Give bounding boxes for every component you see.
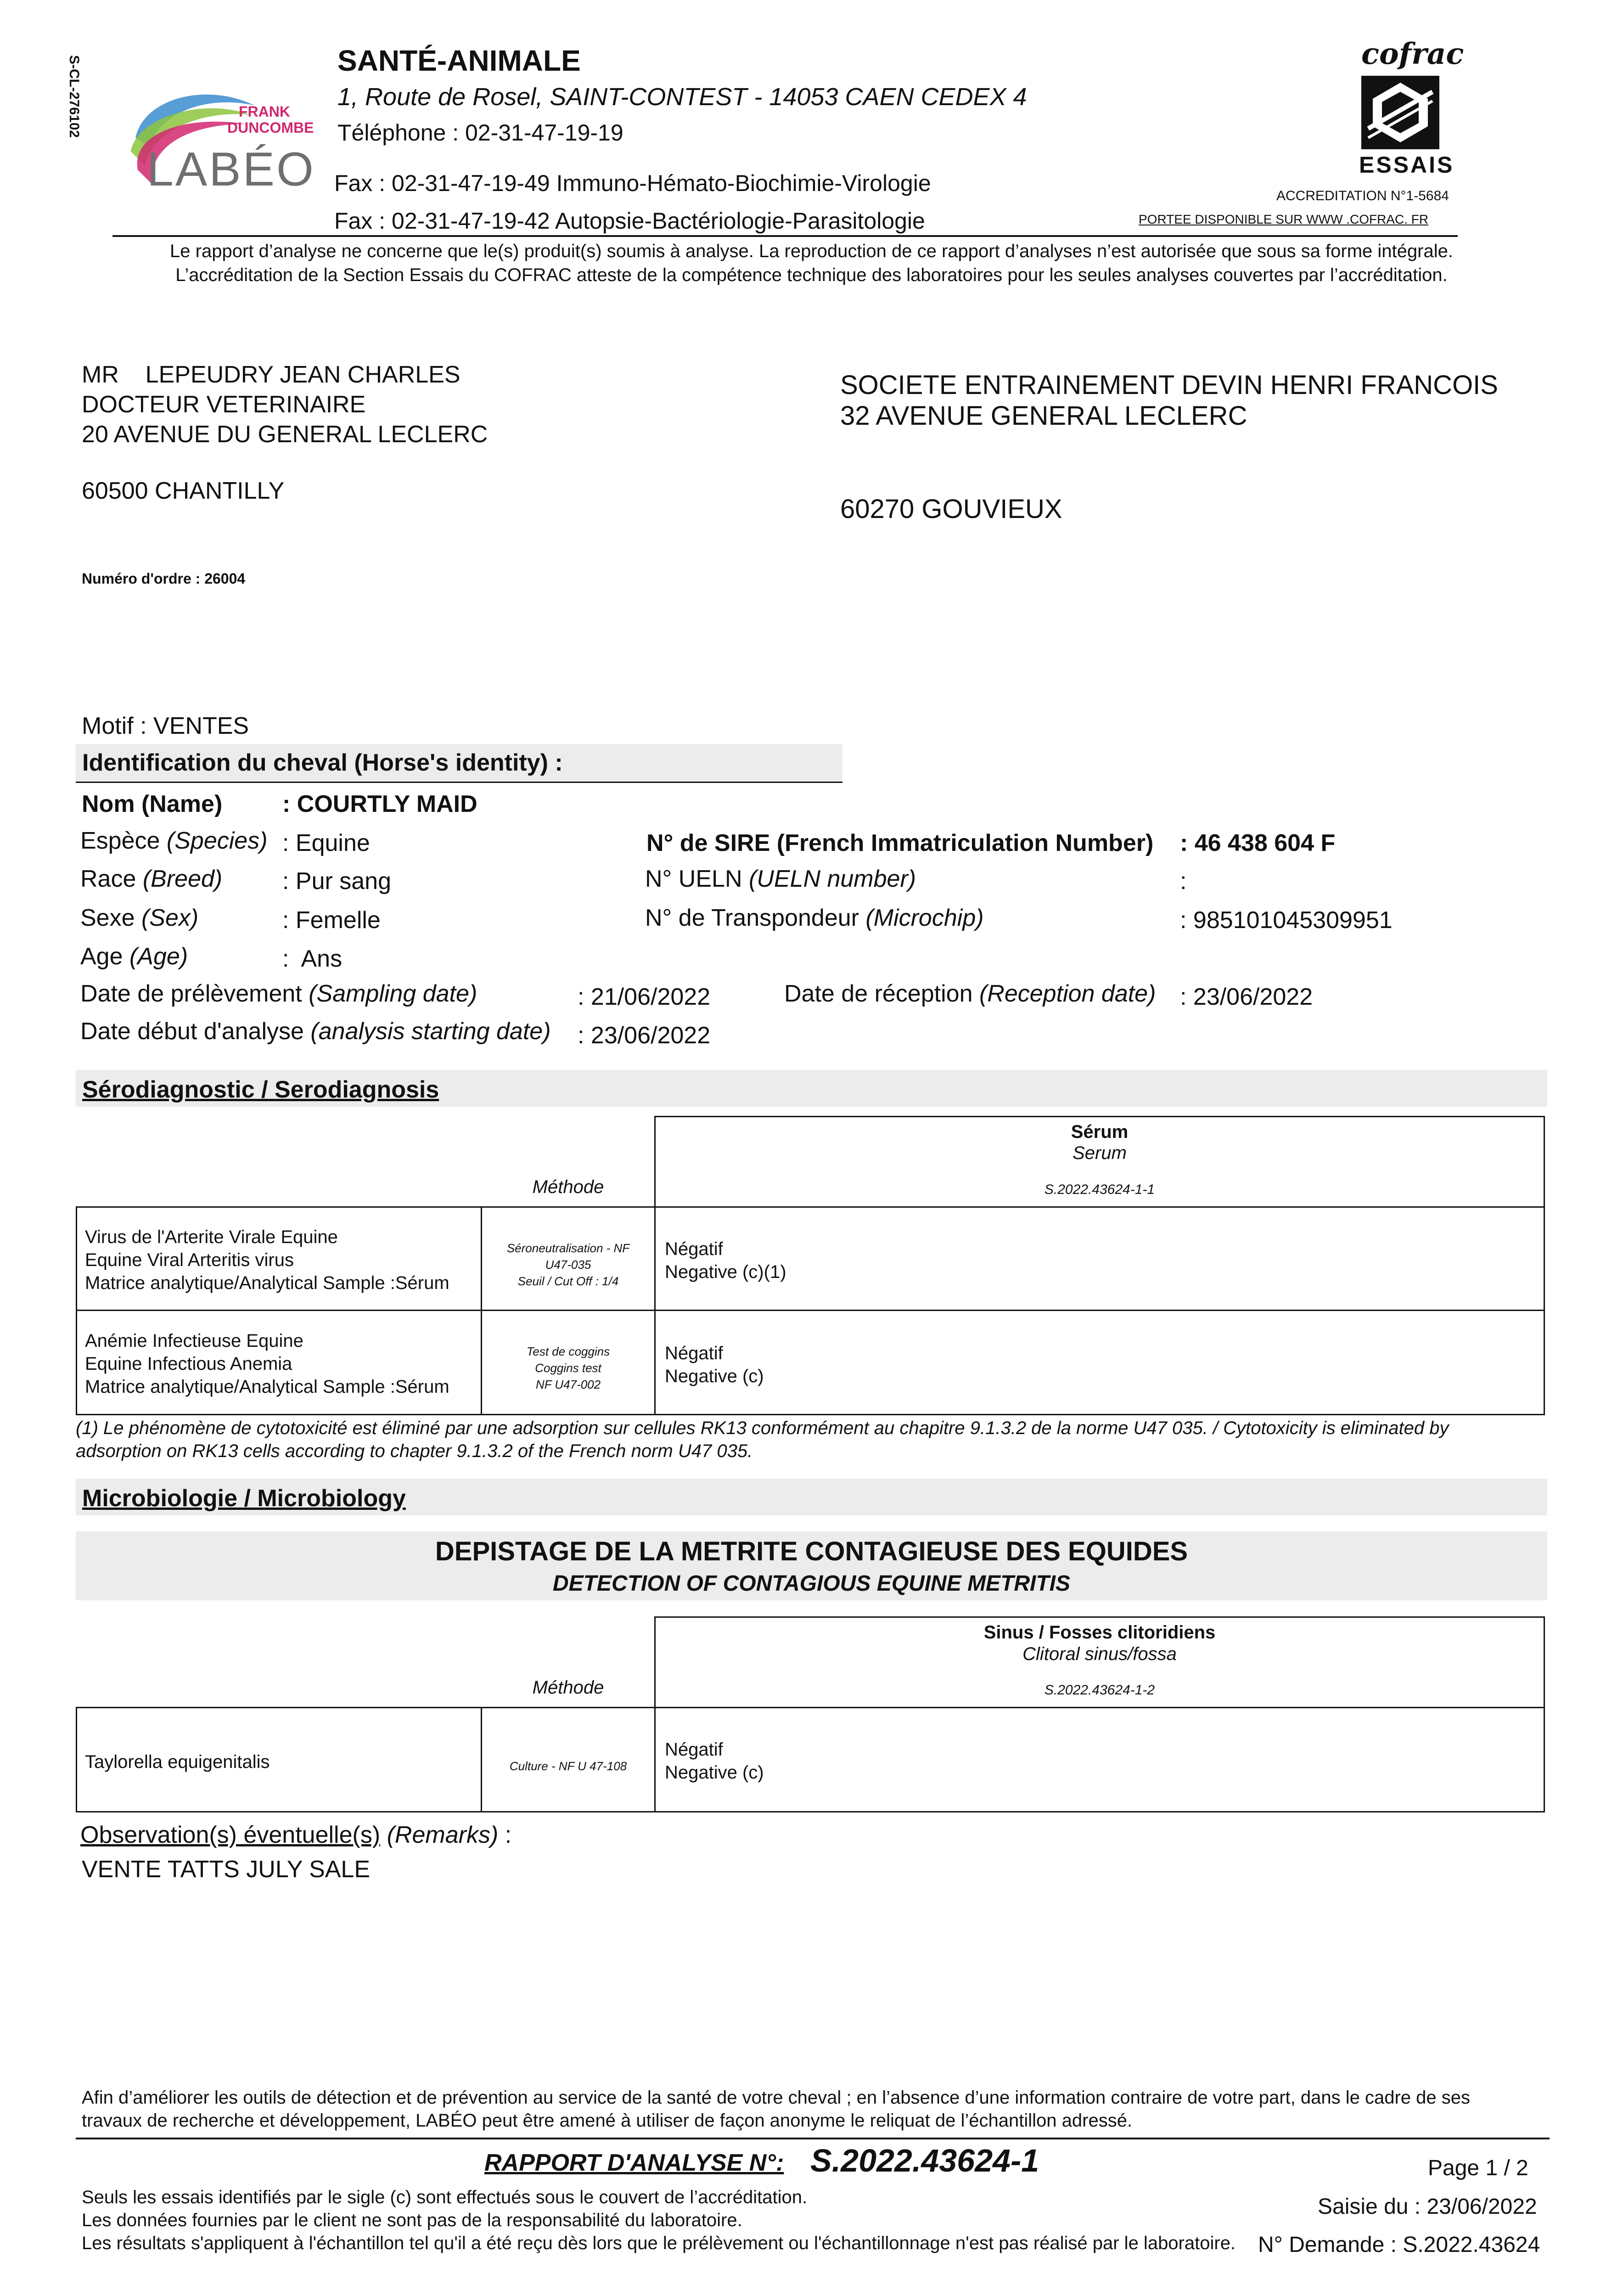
metritis-title: DEPISTAGE DE LA METRITE CONTAGIEUSE DES EQUIDES: [435, 1536, 1188, 1566]
report-note3: Les résultats s'appliquent à l'échantillon tel qu'il a été reçu dès lors que le prélèvement ou l'échantillonnage n'est pas réalisé par le laboratoire.: [82, 2233, 1236, 2253]
report-note2: Les données fournies par le client ne sont pas de la responsabilité du laboratoire.: [82, 2210, 742, 2230]
sero-row-divider: [76, 1310, 1545, 1311]
age-label: [80, 942, 188, 971]
micro-row-r2: Negative (c): [665, 1762, 764, 1783]
ueln-label: [645, 865, 916, 893]
debut-value: : 23/06/2022: [578, 1022, 711, 1049]
metritis-subtitle: DETECTION OF CONTAGIOUS EQUINE METRITIS: [552, 1571, 1071, 1596]
disclaimer-line1: Le rapport d’analyse ne concerne que le(s) produit(s) soumis à analyse. La reproduction de ce rapport d’analyses n’est autorisée que sous sa forme intégrale.: [170, 241, 1453, 261]
sexe-value: : Femelle: [282, 907, 381, 934]
race-value: : Pur sang: [282, 868, 392, 895]
sero-row1-method: [482, 1240, 654, 1289]
prelev-label: [80, 979, 477, 1008]
cofrac-portee: PORTEE DISPONIBLE SUR WWW .COFRAC. FR: [1139, 212, 1429, 226]
order-number: Numéro d'ordre : 26004: [82, 570, 246, 587]
recep-value: : 23/06/2022: [1180, 984, 1313, 1010]
identification-header: Identification du cheval (Horse's identity) :: [76, 744, 842, 782]
disclaimer-line2: L’accréditation de la Section Essais du COFRAC atteste de la compétence technique des laboratoires pour les seules analyses couvertes par l’accréditation.: [175, 265, 1448, 285]
microbiology-header: Microbiologie / Microbiology: [76, 1479, 1547, 1515]
ueln-value: :: [1180, 868, 1187, 895]
sero-row1-m1: Séroneutralisation - NF: [506, 1241, 630, 1255]
sero-note-line1: (1) Le phénomène de cytotoxicité est éliminé par une adsorption sur cellules RK13 conformément au chapitre 9.1.3.2 de la norme U47 035. / Cytotoxicity is eliminated by: [76, 1418, 1449, 1438]
nom-label: Nom (Name): [82, 791, 223, 817]
serodiagnosis-header: Sérodiagnostic / Serodiagnosis: [76, 1070, 1547, 1107]
sero-row2-l1: Anémie Infectieuse Equine: [85, 1331, 303, 1351]
sero-note: [76, 1417, 1550, 1463]
recep-label: [784, 979, 1156, 1008]
sero-row1-l1: Virus de l'Arterite Virale Equine: [85, 1227, 338, 1247]
sero-row1-m2: U47-035: [545, 1258, 591, 1272]
cofrac-emblem-icon: [1359, 73, 1442, 152]
sero-row1-result: [665, 1238, 786, 1283]
sexe-fr: Sexe: [80, 905, 135, 931]
logo-duncombe: DUNCOMBE: [227, 119, 314, 136]
sero-row1-r2: Negative (c)(1): [665, 1262, 786, 1282]
nom-value: : COURTLY MAID: [282, 791, 477, 817]
side-code: S-CL-276102: [67, 55, 82, 138]
sero-row2-m3: NF U47-002: [535, 1378, 601, 1391]
race-fr: Race: [80, 866, 136, 892]
report-page: Page 1 / 2: [1428, 2156, 1528, 2180]
sero-row2-l3: Matrice analytique/Analytical Sample :Sérum: [85, 1377, 449, 1397]
espece-label: [80, 827, 268, 855]
labeo-logo: [117, 78, 319, 197]
report-number: S.2022.43624-1: [810, 2143, 1039, 2178]
race-label: [80, 865, 222, 893]
remarks-en: (Remarks): [387, 1822, 499, 1848]
sero-note-line2: adsorption on RK13 cells according to chapter 9.1.3.2 of the French norm U47 035.: [76, 1441, 753, 1461]
report-demande: N° Demande : S.2022.43624: [1258, 2233, 1540, 2257]
sero-methode: Méthode: [532, 1177, 604, 1197]
micro-row-result: [665, 1738, 764, 1784]
cofrac-logo: [1345, 37, 1464, 179]
micro-sample-id: S.2022.43624-1-2: [1044, 1683, 1155, 1698]
report-note1: Seuls les essais identifiés par le sigle (c) sont effectués sous le couvert de l’accréditation.: [82, 2187, 808, 2207]
transp-value: : 985101045309951: [1180, 907, 1393, 934]
transp-label: [645, 904, 984, 932]
micro-table: [76, 1707, 1545, 1812]
sero-row1-r1: Négatif: [665, 1239, 723, 1259]
micro-row-method: Culture - NF U 47-108: [509, 1759, 627, 1773]
prelev-en: (Sampling date): [309, 980, 477, 1007]
debut-label: [80, 1017, 551, 1046]
footer-info-line2: travaux de recherche et développement, LABÉO peut être amené à utiliser de façon anonyme le reliquat de l’échantillon adressé.: [82, 2110, 1133, 2131]
sire-value: : 46 438 604 F: [1180, 830, 1336, 856]
sero-row1-l3: Matrice analytique/Analytical Sample :Sérum: [85, 1273, 449, 1293]
report-saisie: Saisie du : 23/06/2022: [1318, 2195, 1537, 2219]
cofrac-essais: ESSAIS: [1359, 152, 1455, 178]
sero-row1-label: [85, 1226, 449, 1294]
sero-row2-r2: Negative (c): [665, 1366, 764, 1386]
transp-en: (Microchip): [865, 905, 984, 931]
remarks-label: [80, 1821, 511, 1849]
vet-line2: DOCTEUR VETERINAIRE: [82, 391, 366, 418]
micro-col-divider-2: [654, 1707, 656, 1812]
footer-info: [82, 2086, 1551, 2132]
espece-value: : Equine: [282, 830, 370, 856]
cofrac-accreditation: ACCREDITATION N°1-5684: [1276, 188, 1449, 203]
prelev-value: : 21/06/2022: [578, 984, 711, 1010]
sero-row2-r1: Négatif: [665, 1343, 723, 1363]
client-line1: SOCIETE ENTRAINEMENT DEVIN HENRI FRANCOIS: [840, 370, 1498, 400]
ueln-en: (UELN number): [748, 866, 916, 892]
header-rule: [112, 235, 1458, 237]
sero-row2-result: [665, 1342, 764, 1388]
micro-sample-en: Clitoral sinus/fossa: [1022, 1644, 1177, 1664]
vet-line3: 20 AVENUE DU GENERAL LECLERC: [82, 421, 488, 448]
sero-row2-method: [482, 1343, 654, 1393]
lab-name: SANTÉ-ANIMALE: [337, 44, 581, 77]
footer-info-line1: Afin d’améliorer les outils de détection et de prévention au service de la santé de votre cheval ; en l’absence d’une information contraire de votre part, dans le cadre de ses: [82, 2088, 1470, 2108]
footer-rule: [76, 2138, 1550, 2139]
sero-row2-l2: Equine Infectious Anemia: [85, 1354, 292, 1374]
debut-fr: Date début d'analyse: [80, 1018, 304, 1045]
age-en: (Age): [129, 943, 188, 970]
report-notes: [82, 2186, 1275, 2255]
sero-sample-id: S.2022.43624-1-1: [1044, 1182, 1155, 1197]
motif: Motif : VENTES: [82, 713, 249, 739]
race-en: (Breed): [142, 866, 223, 892]
report-label: RAPPORT D'ANALYSE N°:: [484, 2150, 784, 2176]
recep-en: (Reception date): [979, 980, 1156, 1007]
sexe-label: [80, 904, 198, 932]
recep-fr: Date de réception: [784, 980, 973, 1007]
espece-fr: Espèce: [80, 827, 160, 854]
vet-city: 60500 CHANTILLY: [82, 478, 285, 504]
vet-line1: MR LEPEUDRY JEAN CHARLES: [82, 361, 461, 388]
remarks-colon: :: [498, 1822, 512, 1848]
client-line2: 32 AVENUE GENERAL LECLERC: [840, 401, 1247, 431]
remarks-fr: Observation(s) éventuelle(s): [80, 1822, 381, 1848]
lab-address: 1, Route de Rosel, SAINT-CONTEST - 14053 CAEN CEDEX 4: [337, 83, 1027, 111]
age-value: : Ans: [282, 945, 343, 972]
espece-en: (Species): [166, 827, 268, 854]
remarks-value: VENTE TATTS JULY SALE: [82, 1856, 371, 1883]
transp-fr: N° de Transpondeur: [645, 905, 859, 931]
sero-sample-fr: Sérum: [1071, 1122, 1129, 1142]
sero-col-divider-2: [654, 1206, 656, 1415]
micro-row-r1: Négatif: [665, 1739, 723, 1760]
sexe-en: (Sex): [141, 905, 199, 931]
sero-row2-m2: Coggins test: [535, 1361, 601, 1375]
age-fr: Age: [80, 943, 123, 970]
logo-frank: FRANK: [239, 103, 290, 120]
ueln-fr: N° UELN: [645, 866, 742, 892]
micro-row-label: Taylorella equigenitalis: [85, 1752, 270, 1772]
identification-rule: [76, 782, 842, 783]
sire-label: N° de SIRE (French Immatriculation Number): [646, 830, 1154, 856]
sero-sample-en: Serum: [1073, 1143, 1127, 1163]
sero-row2-label: [85, 1329, 449, 1398]
micro-methode: Méthode: [532, 1677, 604, 1698]
client-city: 60270 GOUVIEUX: [840, 494, 1062, 524]
cofrac-text: cofrac: [1361, 37, 1464, 71]
logo-labeo: LABÉO: [147, 143, 315, 196]
debut-en: (analysis starting date): [310, 1018, 551, 1045]
lab-fax2: Fax : 02-31-47-19-42 Autopsie-Bactériologie-Parasitologie: [334, 208, 925, 234]
sero-row1-l2: Equine Viral Arteritis virus: [85, 1250, 294, 1270]
sero-row2-m1: Test de coggins: [526, 1345, 610, 1358]
lab-fax1: Fax : 02-31-47-19-49 Immuno-Hémato-Biochimie-Virologie: [334, 170, 931, 196]
sero-row1-m3: Seuil / Cut Off : 1/4: [517, 1274, 619, 1288]
micro-sample-fr: Sinus / Fosses clitoridiens: [983, 1622, 1216, 1643]
lab-phone: Téléphone : 02-31-47-19-19: [337, 120, 623, 146]
prelev-fr: Date de prélèvement: [80, 980, 302, 1007]
